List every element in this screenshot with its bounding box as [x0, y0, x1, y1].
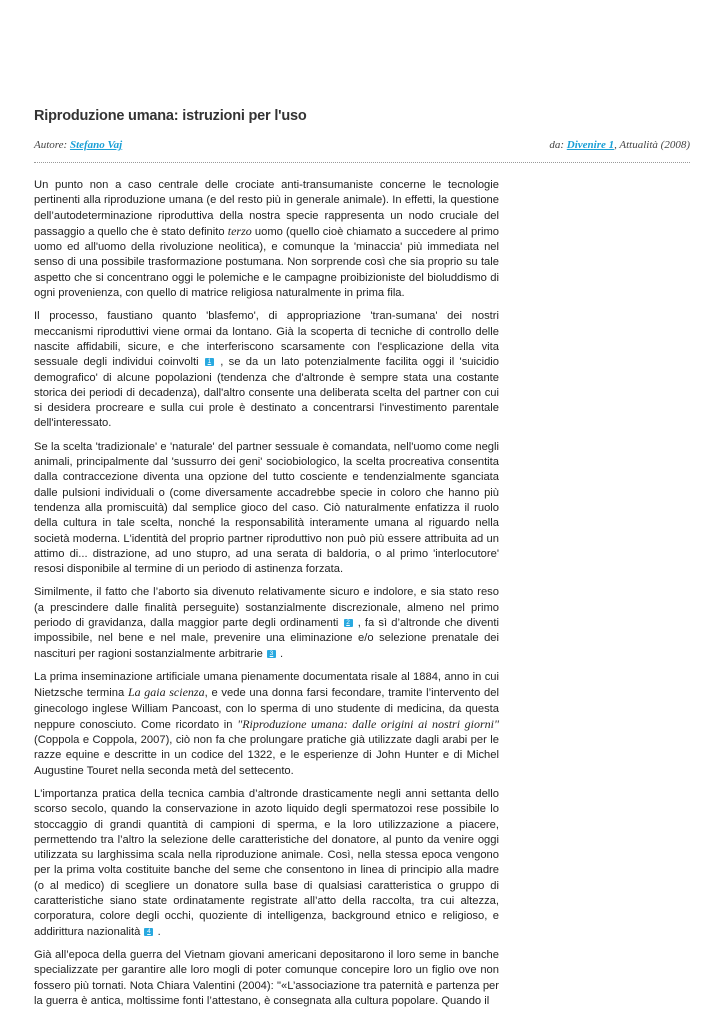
paragraph-7: Già all’epoca della guerra del Vietnam giovani americani depositarono il loro seme in banche specializzate per garantire alle loro mogli di poter comunque concepire loro un figlio ove non fossero più tornati. Nota Chiara Valentini (2004): "«L’associazione tra paternità e partenza per la guerra è antica, moltissime fonti l’attestano, è consegnata alla cultura popolare. Quando il — [34, 948, 499, 1007]
dotted-divider — [34, 162, 690, 163]
term-terzo: terzo — [227, 223, 252, 238]
source-link[interactable]: Divenire 1 — [566, 139, 615, 151]
source-line — [549, 139, 690, 151]
article-meta — [34, 139, 690, 155]
paragraph-4: Similmente, il fatto che l’aborto sia divenuto relativamente sicuro e indolore, e sia stato reso (a prescindere dalle finalità perseguite) sostanzialmente discrezionale, almeno nel primo periodo di gravidanza, dalla maggior parte degli ordinamenti 2 , fa sì d’altronde che diventi impossibile, nel bene e nel male, prevenire una eliminazione e/o selezione prenatale dei nascituri per ragioni sostanzialmente arbitrarie 3 . — [34, 586, 499, 660]
footnote-link-2[interactable]: 2 — [344, 619, 353, 627]
page-title: Riproduzione umana: istruzioni per l'uso — [34, 108, 307, 124]
paragraph-2: Il processo, faustiano quanto 'blasfemo', di appropriazione 'tran-sumana' dei nostri meccanismi riproduttivi viene ormai da lontano. Già la scoperta di tecniche di controllo delle nascite affidabili, sicure, e che interferiscono scarsamente con l'esplicazione della vita sessuale degli individui coinvolti 1 , se da un lato potenzialmente facilita oggi il 'suicidio demografico' di alcune popolazioni (tendenza che d'altronde è sempre stata una costante storica dei periodi di decadenza), dall'altro consente una deliberata scelta del partner con cui si desidera procreare e sulla cui prole è destinato a concentrarsi l'investimento parentale dell'interessato. — [34, 310, 499, 430]
paragraph-3: Se la scelta 'tradizionale' e 'naturale' del partner sessuale è comandata, nell'uomo come negli animali, principalmente dal 'sussurro dei geni' sociobiologico, la scelta procreativa consentita dalla contraccezione diventa una opzione del tutto cosciente e tendenzialmente sganciata dalle pulsioni individuali o (come diversamente accadrebbe specie in coloro che hanno più tendenza alla promiscuità) dal semplice gioco del caso. Ciò naturalmente enfatizza il ruolo della cultura in tale scelta, nonché la responsabilità interamente umana al riguardo nella società moderna. L'identità del proprio partner riproduttivo non può più essere attribuita ad un attimo di... distrazione, ad uno stupro, ad una serata di baldoria, o al primo 'interlocutore' resosi disponibile al termine di un periodo di astinenza forzata. — [34, 440, 499, 576]
footnote-link-1[interactable]: 1 — [205, 358, 214, 366]
article-body — [34, 178, 499, 1017]
footnote-link-3[interactable]: 3 — [267, 650, 276, 658]
paragraph-6: L'importanza pratica della tecnica cambia d’altronde drasticamente negli anni settanta dello scorso secolo, quando la conservazione in azoto liquido degli spermatozoi rese possibile lo stoccaggio di grandi quantità di campioni di sperma, e la loro utilizzazione a piacere, permettendo tra l’altro la selezione delle caratteristiche del donatore, al punto da venire oggi utilizzata su larghissima scala nella riproduzione animale. Così, nella stessa epoca vengono per la prima volta costituite banche del seme che consentono in linea di principio alla madre (o al medico) di scegliere un donatore sulla base di qualsiasi caratteristica o gruppo di caratteristiche siano state ordinatamente registrate all’atto della raccolta, tra cui altezza, corporatura, colore degli occhi, quoziente di intelligenza, background etnico e religioso, e addirittura nazionalità 4 . — [34, 787, 499, 938]
source-suffix: , Attualità (2008) — [614, 139, 690, 151]
book-title: La gaia scienza — [127, 685, 205, 700]
source-prefix: da: — [549, 139, 567, 151]
footnote-link-4[interactable]: 4 — [144, 928, 153, 936]
author-line — [34, 139, 122, 151]
paragraph-1: Un punto non a caso centrale delle crociate anti-transumaniste concerne le tecnologie pertinenti alla riproduzione umana (e del resto più in generale animale). In effetti, la questione dell’autodeterminazione riproduttiva della nostra specie rappresenta un nodo cruciale del passaggio a quello che è stato definito terzo uomo (quello cioè chiamato a succedere al primo uomo ed all'uomo della rivoluzione neolitica), e comunque la 'minaccia' più immediata nel senso di una possibile trasformazione postumana. Non sorprende così che sia proprio su tale aspetto che si concentrano oggi le polemiche e le campagne proibizioniste del bioluddismo di ogni provenienza, con quello di matrice religiosa naturalmente in prima fila. — [34, 179, 500, 300]
paragraph-5: La prima inseminazione artificiale umana pienamente documentata risale al 1884, anno in cui Nietzsche termina La gaia scienza, e vede una donna farsi fecondare, tramite l’intervento del ginecologo inglese William Pancoast, con lo sperma di uno studente di medicina, da questa neppure conosciuto. Come ricordato in "Riproduzione umana: dalle origini ai nostri giorni" (Coppola e Coppola, 2007), ciò non fa che prolungare pratiche già utilizzate dagli arabi per le razze equine e descritte in un codice del 1322, e le esperienze di John Hunter e di Michel Augustine Touret nella seconda metà del settecento. — [34, 670, 499, 777]
reference-title: "Riproduzione umana: dalle origini ai nostri giorni" — [237, 716, 499, 731]
author-prefix: Autore: — [34, 139, 70, 151]
author-link[interactable]: Stefano Vaj — [69, 139, 123, 151]
